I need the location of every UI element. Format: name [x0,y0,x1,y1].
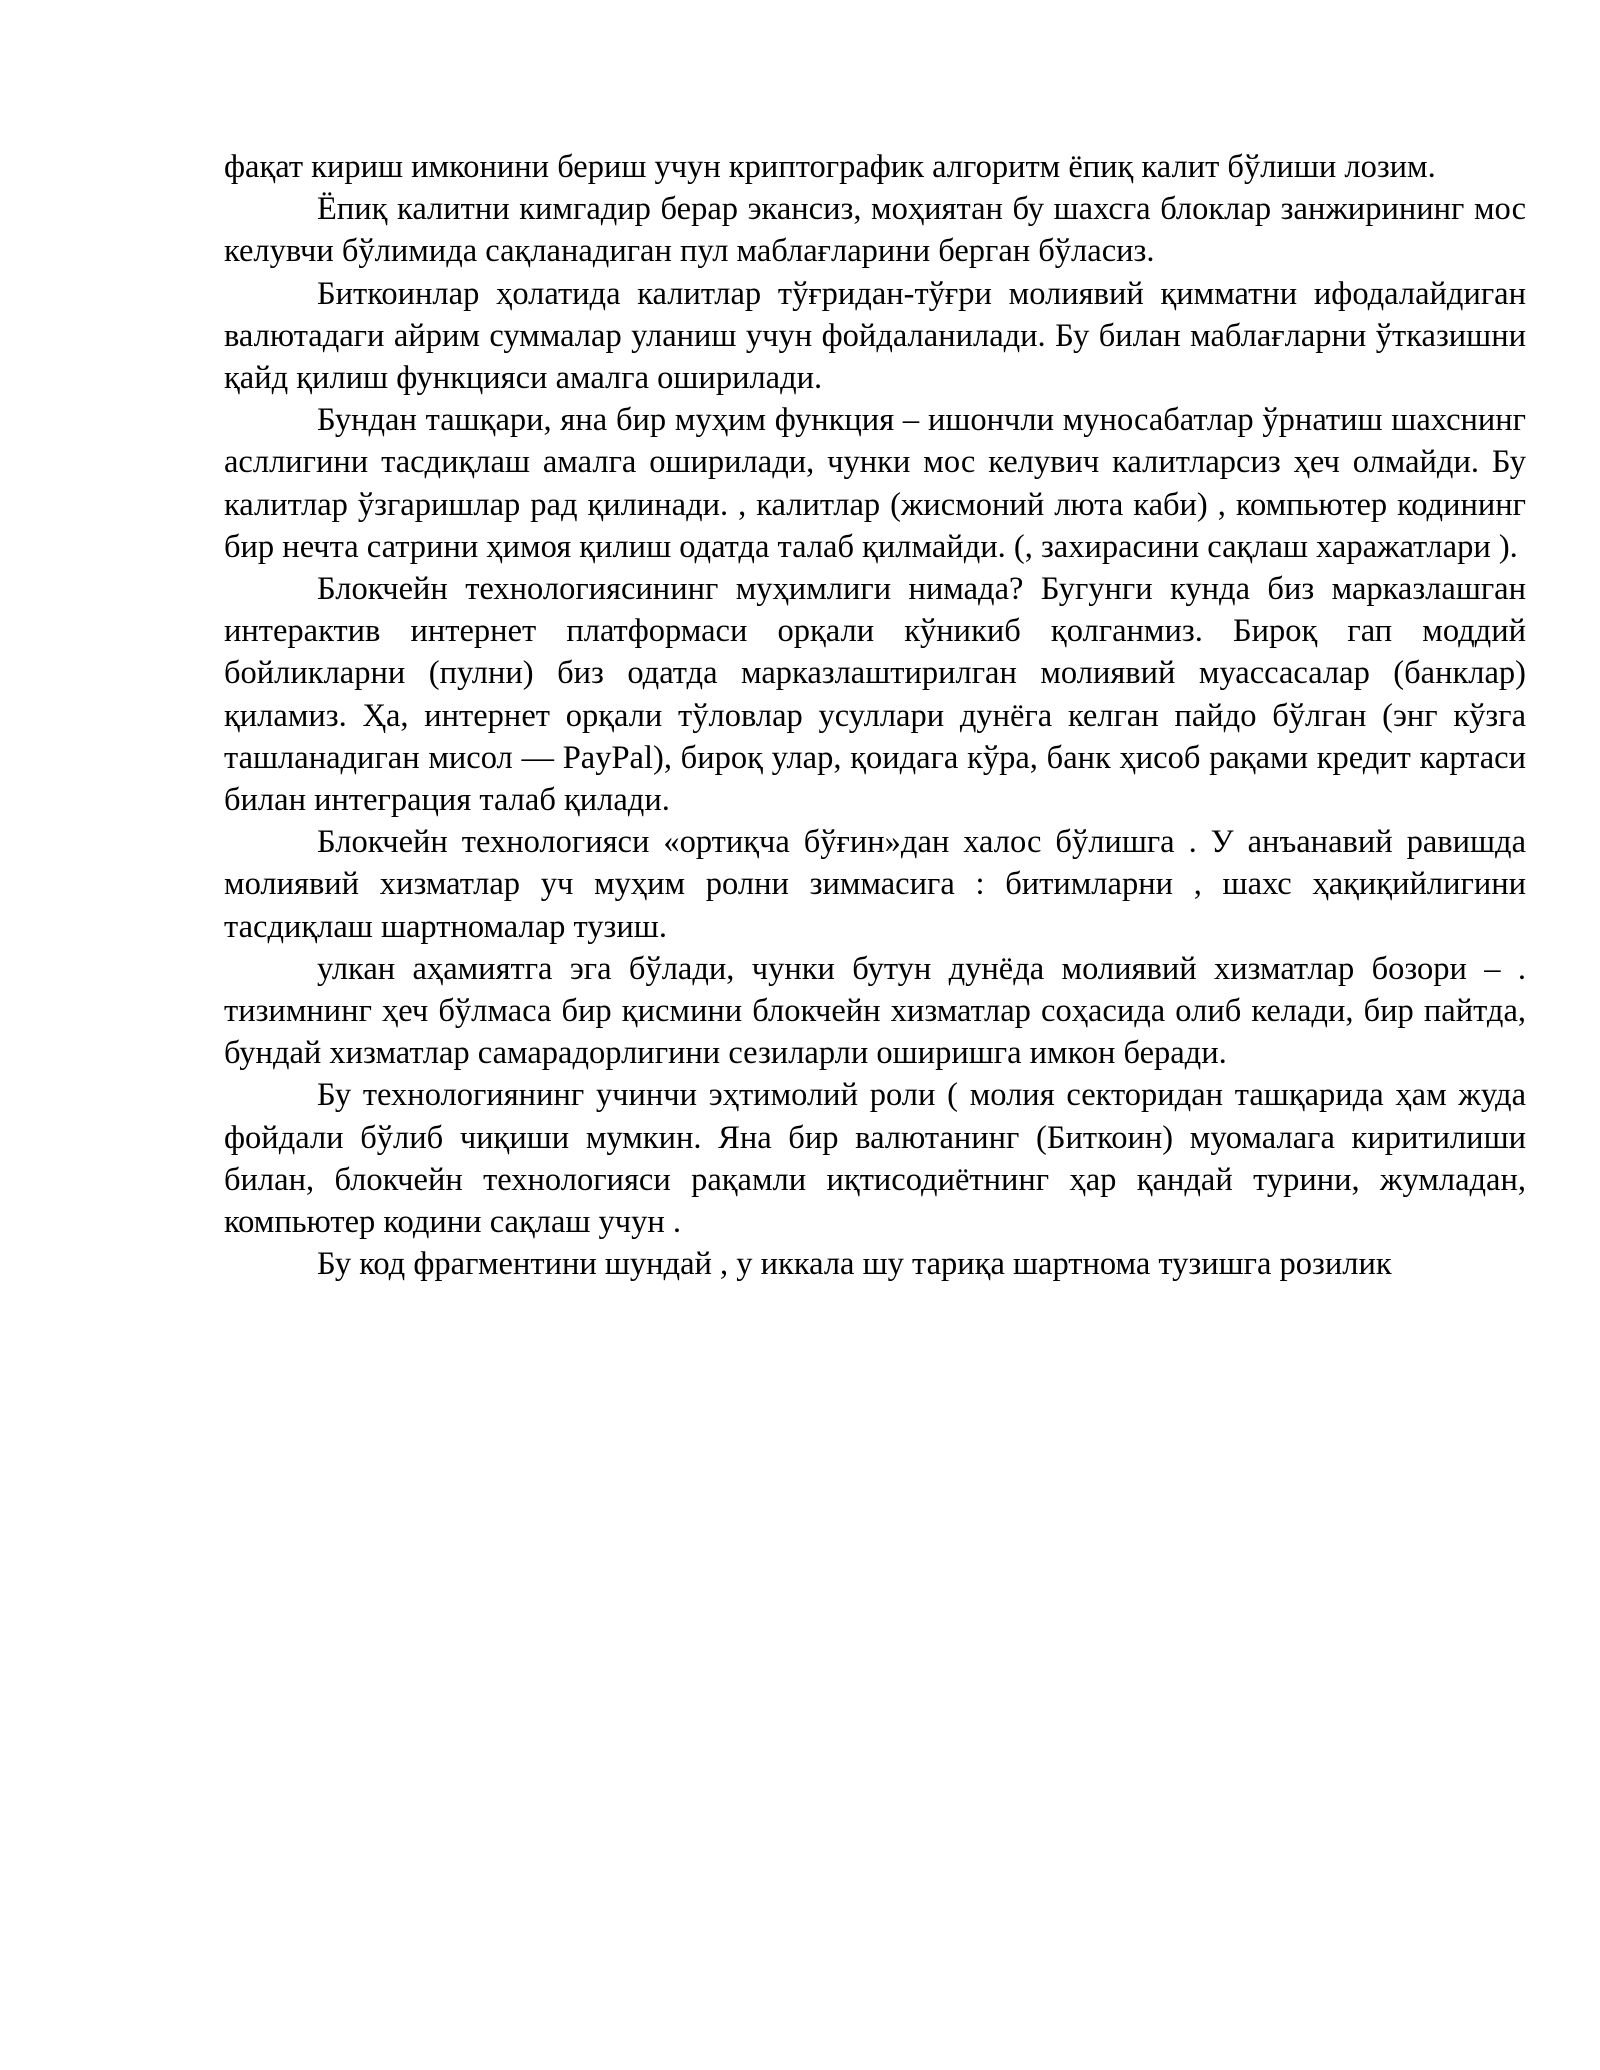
paragraph-2: Ёпиқ калитни кимгадир берар экансиз, моҳиятан бу шахсга блоклар занжирининг мос келувчи бўлимида сақланадиган пул маблағларини берган бўласиз. [224,191,1526,270]
paragraph-9: Бу код фрагментини шундай , у иккала шу тариқа шартнома тузишга розилик [317,1246,1392,1283]
paragraph-8: Бу технологиянинг учинчи эҳтимолий роли ( молия секторидан ташқарида ҳам жуда фойдали бўлиб чиқиши мумкин. Яна бир валютанинг (Биткоин) муомалага киритилиши билан, блокчейн технологияси рақамли иқтисодиётнинг ҳар қандай турини, жумладан, компьютер кодини сақлаш учун . [224,1077,1526,1241]
paragraph-5: Блокчейн технологиясининг муҳимлиги нимада? Бугунги кунда биз марказлашган интерактив интернет платформаси орқали кўникиб қолганмиз. Бироқ гап моддий бойликларни (пулни) биз одатда марказлаштирилган молиявий муассасалар (банклар) қиламиз. Ҳа, интернет орқали тўловлар усуллари дунёга келган пайдо бўлган (энг кўзга ташланадиган мисол — PayPal), бироқ улар, қоидага кўра, банк ҳисоб рақами кредит картаси билан интеграция талаб қилади. [224,571,1526,819]
document-body [224,146,1526,1285]
paragraph-7: улкан аҳамиятга эга бўлади, чунки бутун дунёда молиявий хизматлар бозори – . тизимнинг ҳеч бўлмаса бир қисмини блокчейн хизматлар соҳасида олиб келади, бир пайтда, бундай хизматлар самарадорлигини сезиларли оширишга имкон беради. [224,950,1526,1072]
paragraph-4: Бундан ташқари, яна бир муҳим функция – ишончли муносабатлар ўрнатиш шахснинг асллигини тасдиқлаш амалга оширилади, чунки мос келувич калитларсиз ҳеч олмайди. Бу калитлар ўзгаришлар рад қилинади. , калитлар (жисмоний люта каби) , компьютер кодининг бир нечта сатрини ҳимоя қилиш одатда талаб қилмайди. (, захирасини сақлаш харажатлари ). [224,402,1526,565]
paragraph-3: Биткоинлар ҳолатида калитлар тўғридан-тўғри молиявий қимматни ифодалайдиган валютадаги айрим суммалар уланиш учун фойдаланилади. Бу билан маблағларни ўтказишни қайд қилиш функцияси амалга оширилади. [224,275,1526,397]
paragraph-6: Блокчейн технологияси «ортиқча бўғин»дан халос бўлишга . У анъанавий равишда молиявий хизматлар уч муҳим ролни зиммасига : битимларни , шахс ҳақиқийлигини тасдиқлаш шартномалар тузиш. [224,824,1526,945]
paragraph-1: фақат кириш имконини бериш учун криптографик алгоритм ёпиқ калит бўлиши лозим. [224,149,1436,185]
